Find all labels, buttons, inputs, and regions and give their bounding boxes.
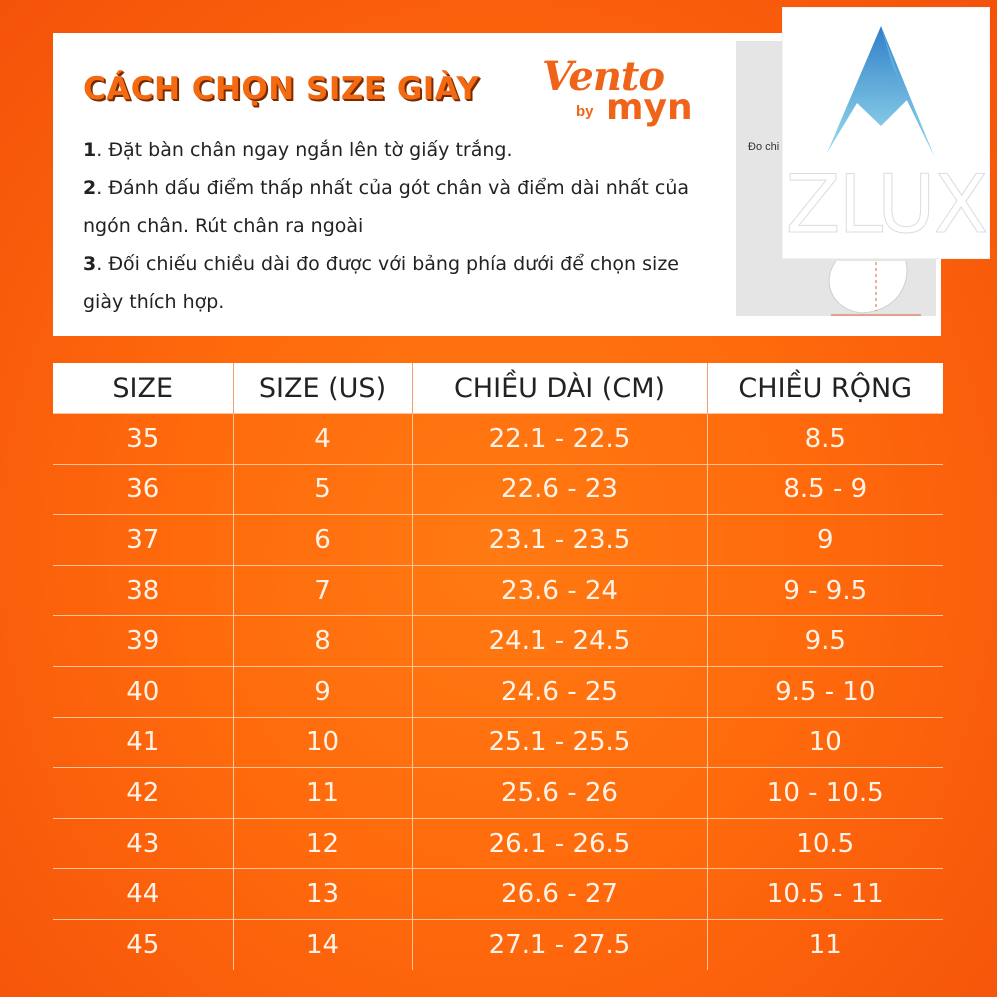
table-row <box>53 414 943 465</box>
size-us-cell: 6 <box>233 515 412 566</box>
size-cell: 43 <box>53 818 233 869</box>
instruction-list <box>83 131 723 321</box>
size-cell: 44 <box>53 869 233 920</box>
size-cell: 36 <box>53 464 233 515</box>
step-2 <box>83 169 723 245</box>
table-row <box>53 818 943 869</box>
width-cell: 10 - 10.5 <box>707 768 943 819</box>
table-row <box>53 919 943 969</box>
table-row <box>53 666 943 717</box>
size-us-cell: 4 <box>233 414 412 465</box>
length-cell: 24.1 - 24.5 <box>412 616 707 667</box>
brand-by: by <box>576 103 594 120</box>
watermark-logo <box>783 8 989 258</box>
table-row <box>53 869 943 920</box>
size-cell: 39 <box>53 616 233 667</box>
size-cell: 37 <box>53 515 233 566</box>
width-cell: 9 - 9.5 <box>707 565 943 616</box>
table-body <box>53 414 943 970</box>
width-cell: 10.5 - 11 <box>707 869 943 920</box>
size-us-cell: 10 <box>233 717 412 768</box>
table-header-row <box>53 363 943 414</box>
length-cell: 25.1 - 25.5 <box>412 717 707 768</box>
size-cell: 38 <box>53 565 233 616</box>
table-row <box>53 616 943 667</box>
width-cell: 9.5 <box>707 616 943 667</box>
step-number: 1 <box>83 139 97 161</box>
length-cell: 24.6 - 25 <box>412 666 707 717</box>
size-us-cell: 7 <box>233 565 412 616</box>
size-cell: 42 <box>53 768 233 819</box>
size-us-cell: 8 <box>233 616 412 667</box>
width-cell: 9.5 - 10 <box>707 666 943 717</box>
width-cell: 8.5 - 9 <box>707 464 943 515</box>
step-text: . Đối chiếu chiều dài đo được với bảng phía dưới để chọn size giày thích hợp. <box>83 253 679 313</box>
header-width: CHIỀU RỘNG <box>707 363 943 414</box>
length-cell: 25.6 - 26 <box>412 768 707 819</box>
table-row <box>53 768 943 819</box>
size-cell: 35 <box>53 414 233 465</box>
header-size: SIZE <box>53 363 233 414</box>
table-row <box>53 515 943 566</box>
width-cell: 9 <box>707 515 943 566</box>
size-us-cell: 11 <box>233 768 412 819</box>
table-row <box>53 464 943 515</box>
foot-measure-label: Đo chi <box>748 141 780 153</box>
length-cell: 23.6 - 24 <box>412 565 707 616</box>
length-cell: 23.1 - 23.5 <box>412 515 707 566</box>
length-cell: 26.6 - 27 <box>412 869 707 920</box>
width-cell: 8.5 <box>707 414 943 465</box>
length-cell: 27.1 - 27.5 <box>412 919 707 969</box>
step-text: . Đánh dấu điểm thấp nhất của gót chân và điểm dài nhất của ngón chân. Rút chân ra ngoài <box>83 177 690 237</box>
step-text: . Đặt bàn chân ngay ngắn lên tờ giấy trắng. <box>96 139 513 161</box>
step-1 <box>83 131 723 169</box>
table-row <box>53 565 943 616</box>
header-size-us: SIZE (US) <box>233 363 412 414</box>
width-cell: 11 <box>707 919 943 969</box>
length-cell: 22.1 - 22.5 <box>412 414 707 465</box>
length-cell: 22.6 - 23 <box>412 464 707 515</box>
size-cell: 41 <box>53 717 233 768</box>
size-cell: 45 <box>53 919 233 969</box>
step-number: 2 <box>83 177 97 199</box>
size-us-cell: 13 <box>233 869 412 920</box>
page-title: CÁCH CHỌN SIZE GIÀY <box>83 71 480 107</box>
step-number: 3 <box>83 253 97 275</box>
length-cell: 26.1 - 26.5 <box>412 818 707 869</box>
table-row <box>53 717 943 768</box>
brand-logo <box>536 53 706 143</box>
size-us-cell: 5 <box>233 464 412 515</box>
size-us-cell: 12 <box>233 818 412 869</box>
watermark-text: ZLUX <box>785 158 987 251</box>
size-us-cell: 9 <box>233 666 412 717</box>
width-cell: 10 <box>707 717 943 768</box>
brand-myn: myn <box>606 87 693 128</box>
size-us-cell: 14 <box>233 919 412 969</box>
width-cell: 10.5 <box>707 818 943 869</box>
header-length: CHIỀU DÀI (CM) <box>412 363 707 414</box>
size-table <box>53 363 943 970</box>
size-cell: 40 <box>53 666 233 717</box>
brand-vento: Vento <box>542 53 665 100</box>
step-3 <box>83 245 723 321</box>
